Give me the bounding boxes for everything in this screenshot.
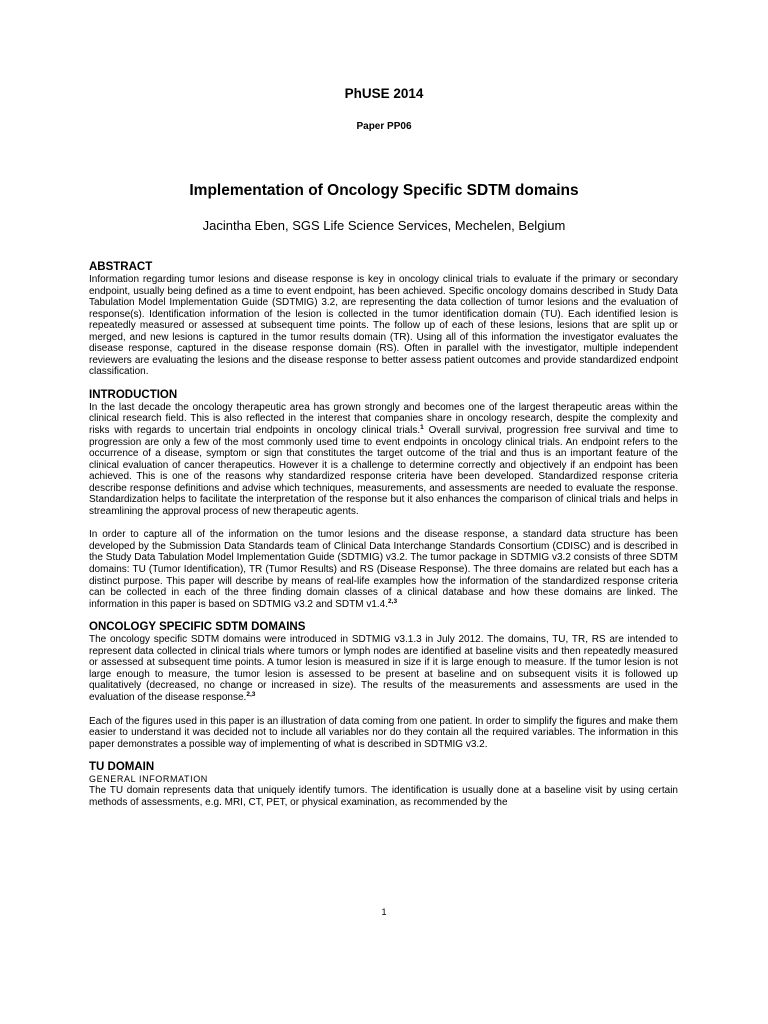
oncology-paragraph-1 [89,634,678,703]
tu-general-information-subheading: GENERAL INFORMATION [89,774,208,785]
citation-superscript: 1 [420,424,424,432]
oncology-section [89,621,678,750]
introduction-heading: INTRODUCTION [89,388,178,401]
introduction-section [89,389,678,610]
oncology-paragraph-2: Each of the figures used in this paper is an illustration of data coming from one patient. In order to simplify the figures and make them easier to understand it was decided not to include all variables nor do they contain all the required variables. The information in this paper demonstrates a possible way of implementing of what is described in SDTMIG v3.2. [89,715,678,750]
paper-number: Paper PP06 [356,121,412,132]
tu-domain-heading: TU DOMAIN [89,761,155,774]
oncology-p1-text: The oncology specific SDTM domains were introduced in SDTMIG v3.1.3 in July 2012. The domains, TU, TR, RS are intended to represent data collected in clinical trials where tumors or lymph nodes are identified at baseline visits and then repeatedly measured or assessed at subsequent time points. A tumor lesion is measured in size if it is large enough to measure. If the tumor lesion is not large enough to measure, the tumor lesion is assessed to be present at baseline and on subsequent visits it is followed up qualitatively (decreased, no change or increased in size). The results of the measurements and assessments are used in the evaluation of the disease response. [89,634,678,703]
abstract-heading: ABSTRACT [89,261,153,273]
abstract-section [89,261,678,378]
introduction-p1-text-a: In the last decade the oncology therapeutic area has grown strongly and becomes one of the largest therapeutic areas within the clinical research field. This is also reflected in the interest that companies share in oncology research, despite the complexity and risks with regards to uncertain trial endpoints in oncology clinical trials. [89,401,678,437]
conference-name: PhUSE 2014 [344,86,424,101]
introduction-p2-text: In order to capture all of the information on the tumor lesions and the disease response, a standard data structure has been developed by the Submission Data Standards team of Clinical Data Interchange Standards Consortium (CDISC) and is described in the Study Data Tabulation Model Implementation Guide (SDTMIG) v3.2. The tumor package in SDTMIG v3.2 consists of three SDTM domains: TU (Tumor Identification), TR (Tumor Results) and RS (Disease Response). The three domains are related but each has a distinct purpose. This paper will describe by means of real-life examples how the information of the standardized response criteria can be collected in each of the three finding domain classes of a clinical database and how these domains are linked. The information in this paper is based on SDTMIG v3.2 and SDTM v1.4. [89,529,678,610]
citation-superscript: 2,3 [246,690,256,698]
author-line: Jacintha Eben, SGS Life Science Services, Mechelen, Belgium [202,218,566,233]
page-number: 1 [381,907,387,917]
introduction-p1-text-b: Overall survival, progression free survival and time to progression are only a few of the most commonly used time to event endpoints in oncology clinical trials. An endpoint refers to the occurrence of a disease, symptom or sign that constitutes the target outcome of the trial and thus is an important feature of the clinical evaluation of cancer therapeutics. However it is a challenge to determine correctly and objectively if an endpoint has been achieved. This is one of the reasons why standardized response criteria have been developed. Standardized response criteria describe response definitions and advise which techniques, measurements, and assessments are needed to evaluate the response. Standardization helps to facilitate the interpretation of the response but it also enhances the comparison of clinical trials and helps in streamlining the approval process of new therapeutic agents. [89,425,679,517]
citation-superscript: 2,3 [388,597,398,605]
introduction-paragraph-2 [89,529,678,610]
tu-domain-section [89,761,678,808]
paper-title: Implementation of Oncology Specific SDTM domains [189,182,579,199]
tu-domain-text: The TU domain represents data that uniquely identify tumors. The identification is usually done at a baseline visit by using certain methods of assessments, e.g. MRI, CT, PET, or physical examination, as recommended by the [89,785,678,808]
introduction-paragraph-1 [89,402,678,517]
oncology-heading: ONCOLOGY SPECIFIC SDTM DOMAINS [89,621,306,634]
paper-body [89,261,678,819]
abstract-text: Information regarding tumor lesions and disease response is key in oncology clinical trials to evaluate if the primary or secondary endpoint, usually being defined as a time to event endpoint, has been achieved. Specific oncology domains described in Study Data Tabulation Model Implementation Guide (SDTMIG) 3.2, are representing the data collection of tumor lesions and the evaluation of response(s). Identification information of the lesion is collected in the tumor identification domain (TU). Each identified lesion is repeatedly measured or assessed at subsequent time points. The follow up of each of these lesions, lesions that are split up or merged, and new lesions is captured in the tumor results domain (TR). Using all of this information the investigator evaluates the disease response, captured in the disease response domain (RS). Often in parallel with the investigator, multiple independent reviewers are evaluating the lesions and the disease response to better assess patient outcomes and provide standardized endpoint classification. [89,274,678,378]
